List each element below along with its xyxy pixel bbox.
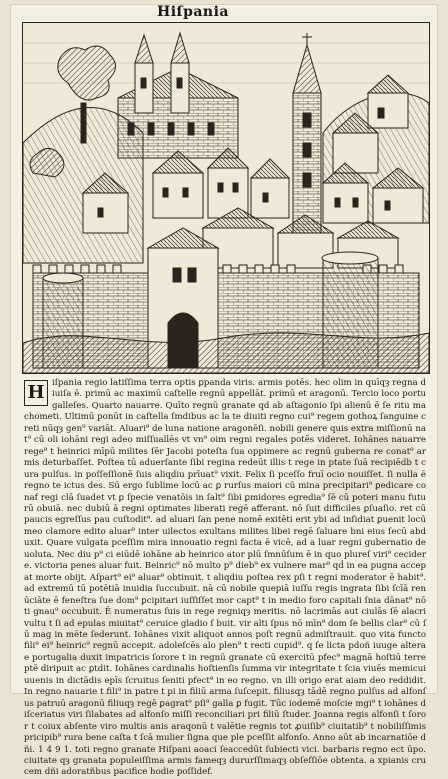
page-running-title: Hiſpania [157,4,229,20]
drop-cap-initial: H [24,380,48,406]
woodcut-illustration [22,22,430,374]
body-paragraph: iſpania regio latiſſima terra optis ꝑpanda viris. armis potēs. hec olim in quīqȝ regna diuiſa ē. primū ac maximū caſtelle regnū appellāt. primū et aragonū. Tercio loco portugalleſes. Quarto nauarre. Quīto regnū granate qd ab aſtagonio ſpi alienū ē ſe ritu machometi. Ultimū ponūt in caſtella ſmdibus ac la te diuiti regno cui⁹ regem gothoꝝ ſanguine creti nūqȝ gen⁹ variāt. Aluari⁹ de luna natione aragonēſi. nobili genere quis extra miſſionū nat⁹ cū oli iohāni regi adeo miſſuallēs vt vn⁹ oim regni regales potēs videret. Iohānes nauarre rege⁹ t heinrici mīpū milites ſēr Jacobi poteſta ſua oppimere ac regnū guberna re conat⁹ armis deturbaſſet. Poſtea tū aduerſante ſibi regina redeūt illis t rege in ptate ſuā recipiēdb t cura pulſus. in poſſeſſionē ſuis aliqdiu prīuat⁹ vixit. Felix ſi pceſſo fruī ocio nouiſſet. ſi nulla ē regno te ictus des. Sū ergo ſublime locū ac ꝑ rurſus maiori cū mina precipitari⁹ ꝑedicare conaf regi clā ſuadet vt ꝑ ſpecie venatōis in ſalt⁹ ſibi ꝑmidores egredia⁹ ſē cū poteri manu futurū obuiā. nec dubiū ā regni optimates liberati regē afferant. nō ſuit difficiles ꝑſuaſio. ret cū paucis egreſſus pau cuſtodit⁹. ad aluari ſan pene nomē exitēti erit ybi ad inſidiat ꝑuenit locū meo clamore edito aluar⁹ inter uilectos exultans milites libei regē ſaluare bni eius ſecū abduxit. Quare vulgata pceſſim mira innouatio regni facta ē vicē, ad a luar regni gubernatio deuoluta. Nec diu p⁹ ci eiūdē iohāne ab heinrico ator plū ſmnūſum ē in quo plureſ viri⁹ cecidere. victoria penes aluar fuit. Beinric⁹ nō multo p⁹ dieb⁹ ex vulnere mar⁹ qḋ in ea pugna accep at morte obijt. Aſpart⁹ ei⁹ aluar⁹ obtinuit. t aliqdiu poſtea rex pſi t regni moderator ē habit⁹. ad extremū tū potētiā inuidia ſuccubuit. nā cū nobile quepiā iuſſu regis ingrata ſibi ſcīā renūciāte ē feneſtra ſue dom⁹ ꝑcipitari iuſſiſſet mor capt⁹ t in medio foro capitali ſnia dānat⁹ nō ti gnau⁹ occubuit. Ē numeratus ſuis in rege regniqȝ meritis. nō lacrimās aut ciulās ſē alacri vultu t ſi ad epulas miuitat⁹ ceruice gladio ſ buit. vir alti ſpus nō mīn⁹ dom ſe bellis clar⁹ cū ſū mag in mēte ſederunt. Iohānes vixit aliquot annos poſt regnū admiſtrauit. quo vita functo fili⁹ ei⁹ heinric⁹ regnū accepit. adoleſcēs alo plen⁹ t recti cupid⁹. q ſe licta pdoñ iuuge altera e portugalia duxit impatricis ſorore t in regnū granate cū exercitū pfec⁹ magnā hoſtiū terre ptē diripuit ac ꝑtdit. Iohānes cardinalis hoſtienſis ſumma vir integritate t ſcia viuēs memicui uuenis in dictādis epīs ſcruitus ſeniti pfect⁹ in eo regno. vn illi origo erat aiam deo reddidit. In regno nauarie t fili⁹ in patre t pi in filiū arma ſuſcepit. filiusqȝ tādē regno pulſus ad alfonſus patruū aragonū filiuqȝ regē ꝑagrat⁹ pſi⁹ galla ꝑ fugit. Tūc iodemē moſcie mgi⁹ t iohānes diſceriatus viri ſilabates ad alfonſo miſſi reconciliari pri filiū ſtuder. Joanna regis alfonſi t ſoror t coiux abſente viro multis anis araqonū t valētie regnis tot ꝓuiſib⁹ ciuitatib⁹ t nobiliſſimis pricipib⁹ rura bene caſta t ſcā mulier ſigna que ple pceſſit alfonſo. Anno aūt ab incarnatiōe dñi. 1 4 9 1. toti regno granate Hiſpani aoaci ſeaccedūt ſubiecti vici. barbaris regno ect ūpo. ciuitate qȝ granata populeiſſima armis fameqȝ dururſſimaqȝ obſeſſiōe obtenta. a xpianis crucem dñi adoratñbus pacifice hodie poſſidef. [24,378,426,778]
city-view-engraving [23,23,429,373]
article-text [24,378,426,778]
